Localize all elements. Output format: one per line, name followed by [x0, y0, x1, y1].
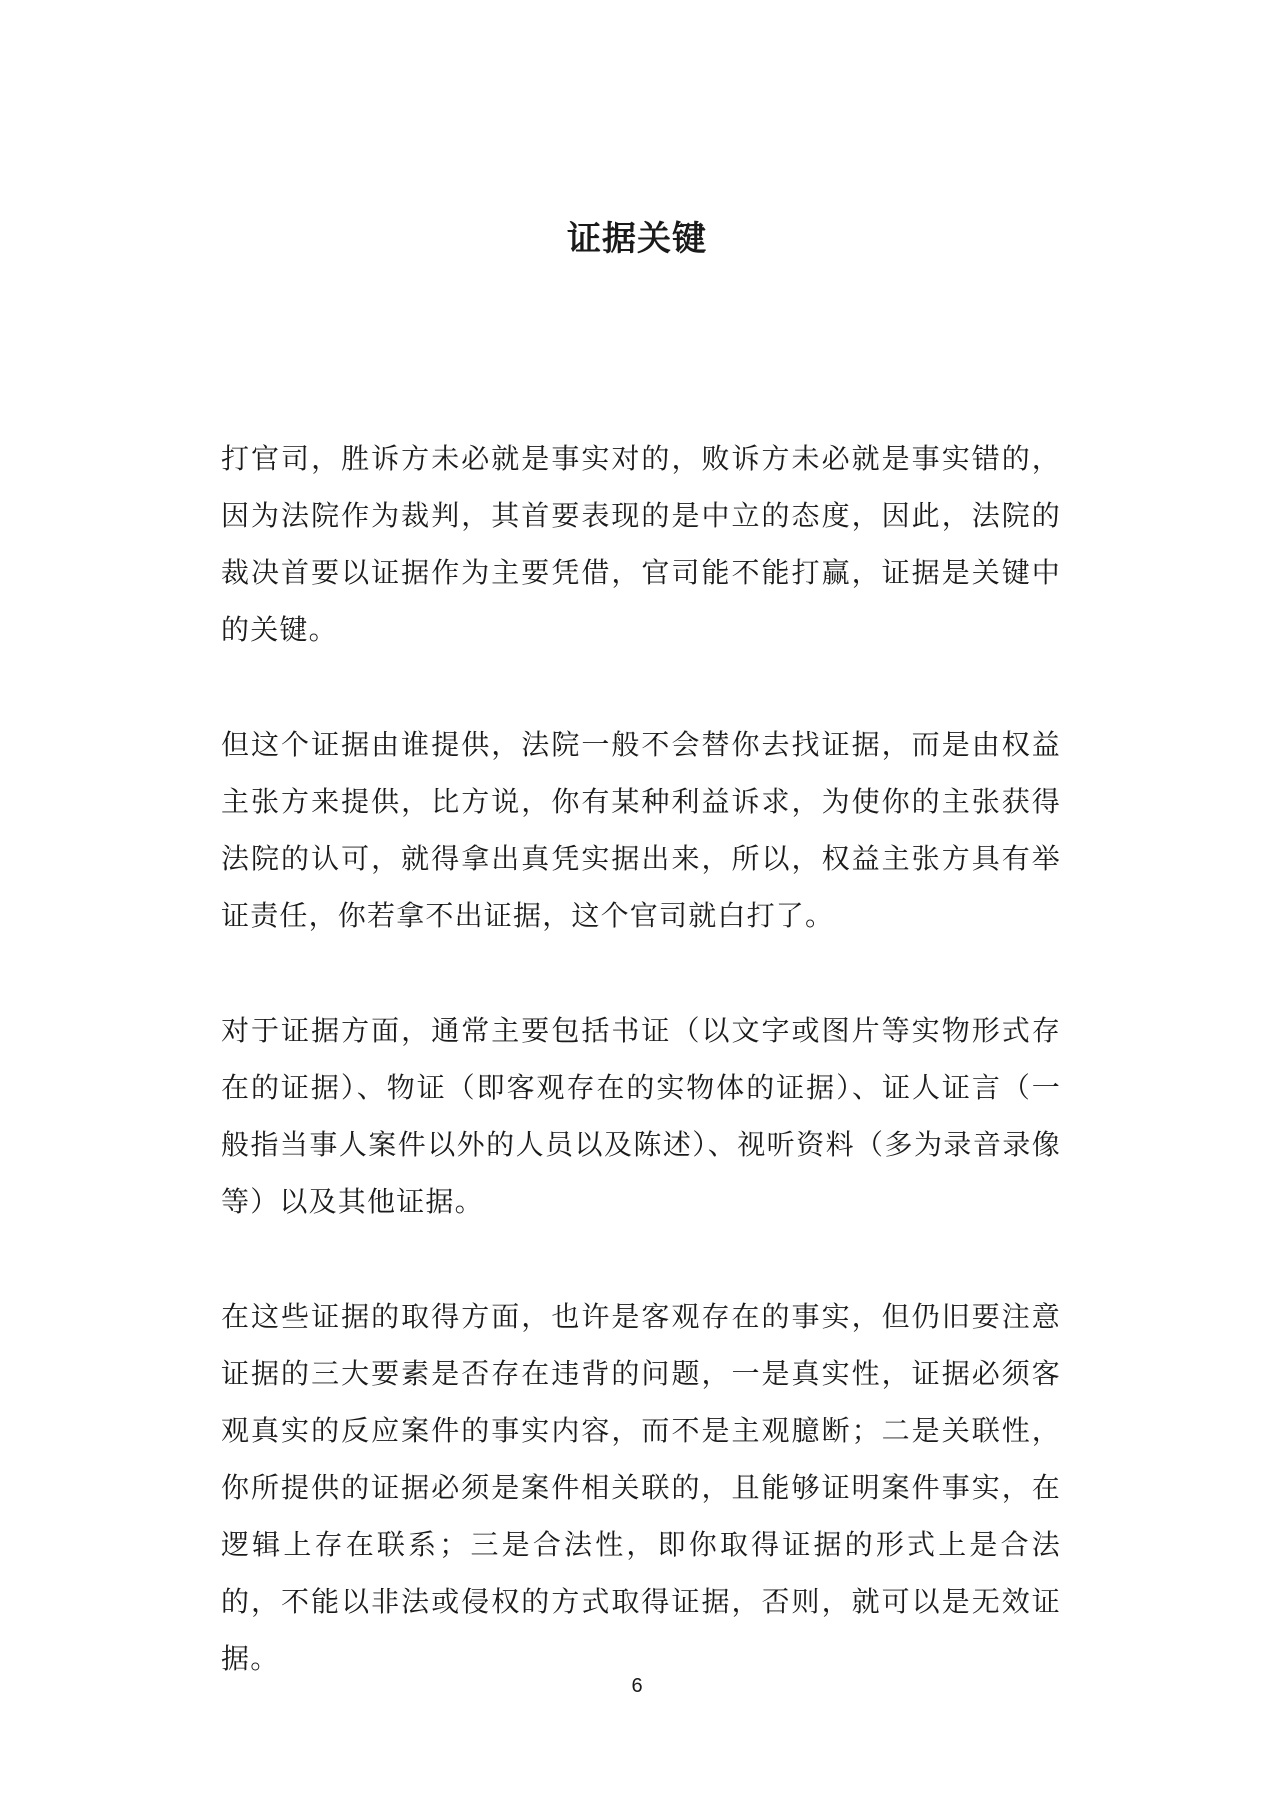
document-title: 证据关键 [567, 218, 707, 259]
paragraph-4: 在这些证据的取得方面，也许是客观存在的事实，但仍旧要注意证据的三大要素是否存在违背的问题，一是真实性，证据必须客观真实的反应案件的事实内容，而不是主观臆断；二是关联性，你所提供的证据必须是案件相关联的，且能够证明案件事实，在逻辑上存在联系；三是合法性，即你取得证据的形式上是合法的，不能以非法或侵权的方式取得证据，否则，就可以是无效证据。 [221, 1300, 1061, 1675]
paragraph-3: 对于证据方面，通常主要包括书证（以文字或图片等实物形式存在的证据）、物证（即客观存在的实物体的证据）、证人证言（一般指当事人案件以外的人员以及陈述）、视听资料（多为录音录像等）以及其他证据。 [221, 1014, 1061, 1218]
paragraph-1: 打官司，胜诉方未必就是事实对的，败诉方未必就是事实错的，因为法院作为裁判，其首要表现的是中立的态度，因此，法院的裁决首要以证据作为主要凭借，官司能不能打赢，证据是关键中的关键。 [221, 442, 1061, 646]
paragraph-2: 但这个证据由谁提供，法院一般不会替你去找证据，而是由权益主张方来提供，比方说，你有某种利益诉求，为使你的主张获得法院的认可，就得拿出真凭实据出来，所以，权益主张方具有举证责任，你若拿不出证据，这个官司就白打了。 [221, 728, 1061, 932]
document-body [221, 430, 1061, 1745]
page-number: 6 [631, 1675, 643, 1697]
